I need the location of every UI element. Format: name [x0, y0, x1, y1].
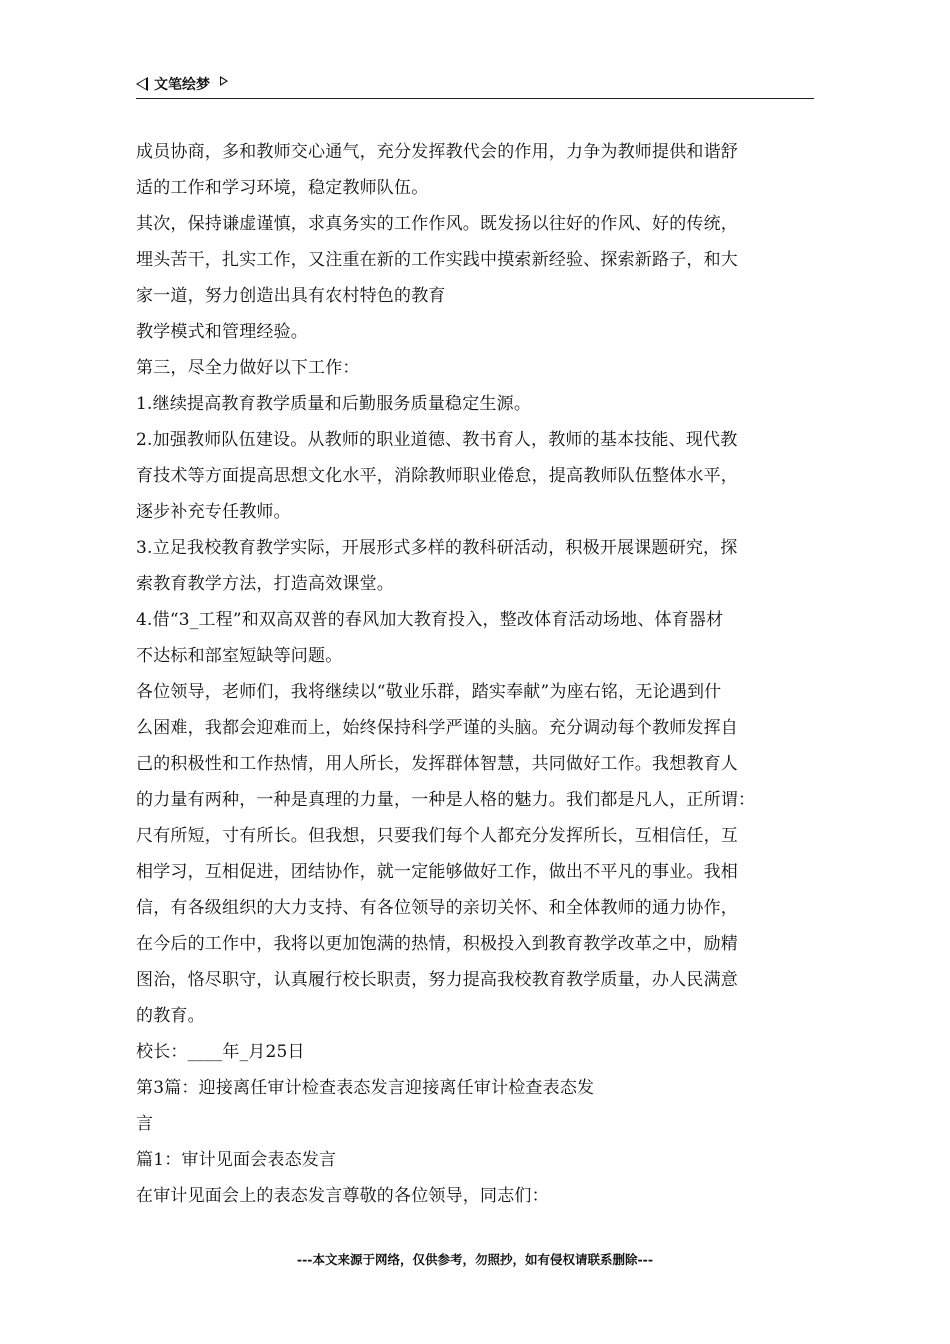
text-line: 埋头苦干，扎实工作，又注重在新的工作实践中摸索新经验、探索新路子，和大 — [136, 250, 738, 270]
text-line: 在今后的工作中，我将以更加饱满的热情，积极投入到教育教学改革之中，励精 — [136, 934, 738, 954]
text-line: 己的积极性和工作热情，用人所长，发挥群体智慧，共同做好工作。我想教育人 — [136, 754, 738, 774]
text-line: 逐步补充专任教师。 — [136, 502, 291, 522]
text-line: 尺有所短，寸有所长。但我想，只要我们每个人都充分发挥所长，互相信任，互 — [136, 826, 738, 846]
section-heading: 第3篇：迎接离任审计检查表态发言迎接离任审计检查表态发 — [136, 1078, 595, 1098]
signature-line: 校长：____年_月25日 — [136, 1042, 305, 1062]
text-line: 在审计见面会上的表态发言尊敬的各位领导，同志们： — [136, 1186, 549, 1206]
text-line: 其次，保持谦虚谨慎，求真务实的工作作风。既发扬以往好的作风、好的传统， — [136, 214, 738, 234]
document-body — [136, 134, 816, 1214]
text-line: 成员协商，多和教师交心通气，充分发挥教代会的作用，力争为教师提供和谐舒 — [136, 142, 738, 162]
text-line: 2.加强教师队伍建设。从教师的职业道德、教书育人，教师的基本技能、现代教 — [136, 430, 738, 450]
text-line: 不达标和部室短缺等问题。 — [136, 646, 343, 666]
triangle-right-icon — [220, 76, 228, 86]
subsection-heading: 篇1：审计见面会表态发言 — [136, 1150, 337, 1170]
page-footer: ---本文来源于网络，仅供参考，勿照抄，如有侵权请联系删除--- — [296, 1252, 654, 1267]
section-heading-cont: 言 — [136, 1114, 154, 1134]
page-header — [136, 74, 814, 99]
text-line: 图治，恪尽职守，认真履行校长职责，努力提高我校教育教学质量，办人民满意 — [136, 970, 738, 990]
text-line: 索教育教学方法，打造高效课堂。 — [136, 574, 394, 594]
text-line: 的力量有两种，一种是真理的力量，一种是人格的魅力。我们都是凡人，正所谓： — [136, 790, 756, 810]
text-line: 各位领导，老师们，我将继续以“敬业乐群，踏实奉献”为座右铭，无论遇到什 — [136, 682, 722, 702]
header-brand — [136, 74, 228, 94]
text-line: 3.立足我校教育教学实际，开展形式多样的教科研活动，积极开展课题研究，探 — [136, 538, 738, 558]
triangle-left-icon — [136, 77, 148, 91]
text-line: 么困难，我都会迎难而上，始终保持科学严谨的头脑。充分调动每个教师发挥自 — [136, 718, 738, 738]
text-line: 家一道，努力创造出具有农村特色的教育 — [136, 286, 446, 306]
text-line: 4.借“3_工程”和双高双普的春风加大教育投入，整改体育活动场地、体育器材 — [136, 610, 724, 630]
text-line: 适的工作和学习环境，稳定教师队伍。 — [136, 178, 429, 198]
text-line: 第三，尽全力做好以下工作： — [136, 358, 360, 378]
text-line: 1.继续提高教育教学质量和后勤服务质量稳定生源。 — [136, 394, 532, 414]
text-line: 教学模式和管理经验。 — [136, 322, 308, 342]
text-line: 的教育。 — [136, 1006, 205, 1026]
text-line: 信，有各级组织的大力支持、有各位领导的亲切关怀、和全体教师的通力协作， — [136, 898, 738, 918]
text-line: 相学习，互相促进，团结协作，就一定能够做好工作，做出不平凡的事业。我相 — [136, 862, 738, 882]
header-title: 文笔绘梦 — [154, 77, 210, 93]
text-line: 育技术等方面提高思想文化水平，消除教师职业倦怠，提高教师队伍整体水平， — [136, 466, 738, 486]
